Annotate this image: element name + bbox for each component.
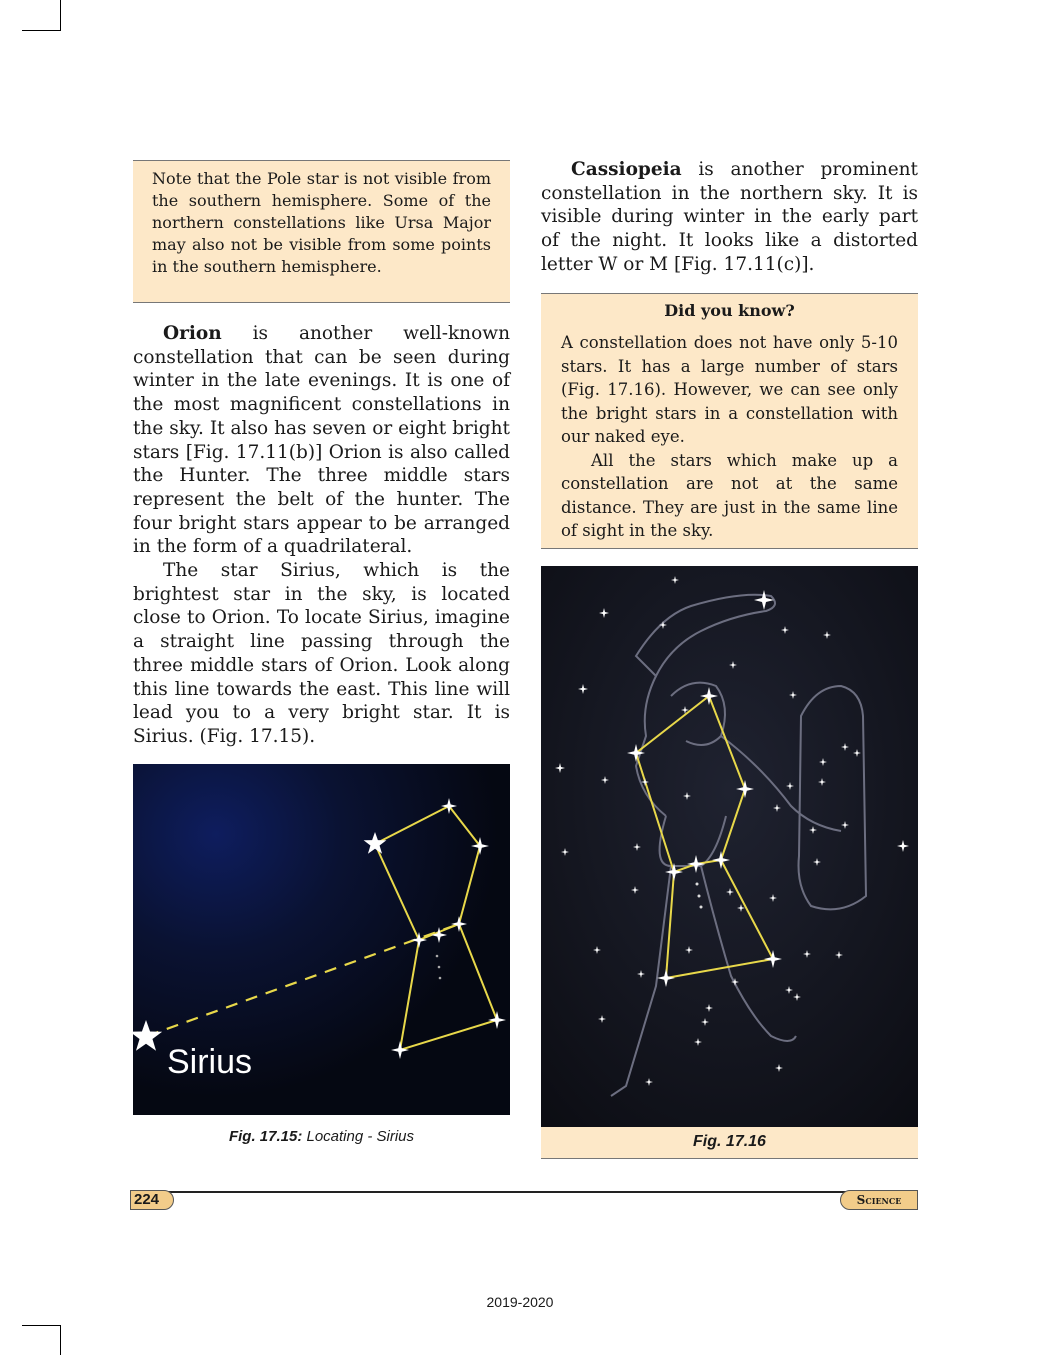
figure-locating-sirius [133, 764, 510, 1115]
sirius-label: Sirius [167, 1043, 253, 1081]
did-you-know-para2: All the stars which make up a constellation are not at the same distance. They are just in the same line of sight in the sky. [561, 450, 898, 540]
subject-tab: Science [840, 1190, 918, 1210]
cassiopeia-text: is another prominent constellation in the northern sky. It is visible during winter in the early part of the night. It looks like a distorted letter W or M [Fig. 17.11(c)]. [541, 159, 918, 275]
did-you-know-para1: A constellation does not have only 5-10 stars. It has a large number of stars (Fig. 17.16). However, we can see only the bright stars in a constellation with our naked eye. [561, 333, 898, 446]
cassiopeia-term: Cassiopeia [571, 159, 682, 180]
crop-mark [60, 0, 61, 30]
orion-paragraph [133, 322, 510, 559]
figure-orion-hunter [541, 566, 918, 1127]
sirius-paragraph [133, 559, 510, 749]
sirius-text: The star Sirius, which is the brightest star in the sky, is located close to Orion. To locate Sirius, imagine a straight line passing through the three middle stars of Orion. Look along this line towards the east. This line will lead you to a very bright star. It is Sirius. (Fig. 17.15). [133, 560, 510, 747]
note-box [133, 160, 510, 303]
did-you-know-title: Did you know? [664, 301, 795, 320]
did-you-know-box [541, 293, 918, 549]
figure-16-caption: Fig. 17.16 [541, 1127, 918, 1159]
orion-text: is another well-known constellation that can be seen during winter in the late evenings. It is one of the most magnificent constellations in the sky. It also has seven or eight bright stars [Fig. 17.11(b)] Orion is also called the Hunter. The three middle stars represent the belt of the hunter. The four bright stars appear to be arranged in the form of a quadrilateral. [133, 323, 510, 558]
figure-15-caption [133, 1128, 510, 1145]
crop-mark [22, 30, 61, 31]
left-column [133, 322, 510, 749]
crop-mark [60, 1325, 61, 1355]
footer-rule [150, 1191, 902, 1193]
page-number: 224 [130, 1190, 174, 1210]
note-text: Note that the Pole star is not visible from the southern hemisphere. Some of the northern constellations like Ursa Major may also not be visible from some points in the southern hemisphere. [152, 169, 491, 276]
cassiopeia-paragraph [541, 158, 918, 277]
orion-term: Orion [163, 323, 222, 344]
figure-15-text: Locating - Sirius [302, 1128, 415, 1145]
figure-15-number: Fig. 17.15: [228, 1128, 303, 1145]
crop-mark [22, 1325, 61, 1326]
edition-year: 2019-2020 [486, 1294, 554, 1310]
right-column [541, 158, 918, 277]
